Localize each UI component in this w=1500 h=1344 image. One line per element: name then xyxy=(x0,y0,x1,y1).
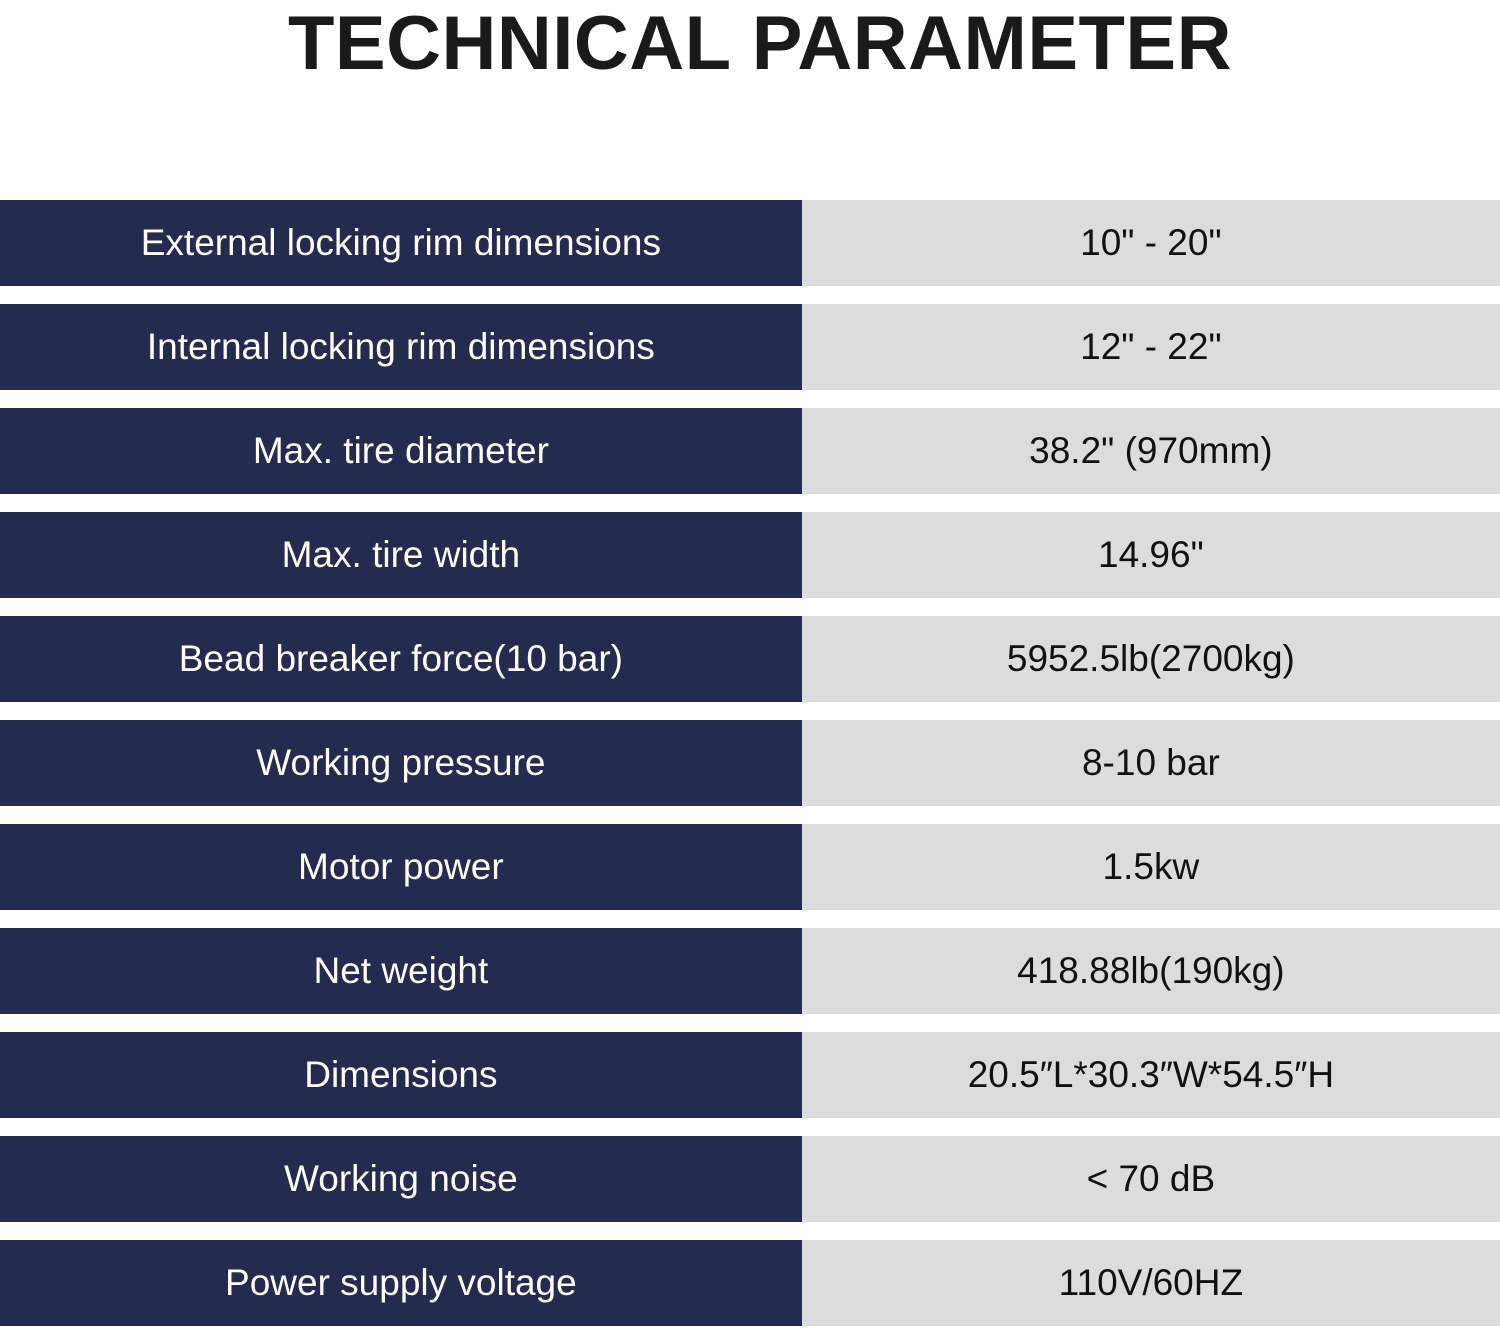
spec-value: < 70 dB xyxy=(802,1136,1500,1222)
spec-label: Dimensions xyxy=(0,1032,802,1118)
table-row xyxy=(0,720,1500,806)
spec-value: 10" - 20" xyxy=(802,200,1500,286)
spec-value: 110V/60HZ xyxy=(802,1240,1500,1326)
specification-table xyxy=(0,182,1500,1344)
spec-label: Max. tire diameter xyxy=(0,408,802,494)
spec-label: Bead breaker force(10 bar) xyxy=(0,616,802,702)
page-title: TECHNICAL PARAMETER xyxy=(287,1,1233,86)
spec-label: Max. tire width xyxy=(0,512,802,598)
table-row xyxy=(0,1032,1500,1118)
spec-value: 20.5″L*30.3″W*54.5″H xyxy=(802,1032,1500,1118)
table-row xyxy=(0,408,1500,494)
spec-label: Motor power xyxy=(0,824,802,910)
spec-value: 8-10 bar xyxy=(802,720,1500,806)
table-row xyxy=(0,1240,1500,1326)
spec-label: Working pressure xyxy=(0,720,802,806)
spec-value: 14.96" xyxy=(802,512,1500,598)
spec-label: Power supply voltage xyxy=(0,1240,802,1326)
spec-label: External locking rim dimensions xyxy=(0,200,802,286)
spec-value: 5952.5lb(2700kg) xyxy=(802,616,1500,702)
table-row xyxy=(0,824,1500,910)
table-row xyxy=(0,616,1500,702)
spec-label: Working noise xyxy=(0,1136,802,1222)
table-row xyxy=(0,512,1500,598)
spec-value: 418.88lb(190kg) xyxy=(802,928,1500,1014)
spec-label: Net weight xyxy=(0,928,802,1014)
spec-value: 38.2" (970mm) xyxy=(802,408,1500,494)
spec-value: 1.5kw xyxy=(802,824,1500,910)
table-row xyxy=(0,1136,1500,1222)
table-row xyxy=(0,200,1500,286)
table-row xyxy=(0,928,1500,1014)
spec-label: Internal locking rim dimensions xyxy=(0,304,802,390)
spec-value: 12" - 22" xyxy=(802,304,1500,390)
table-row xyxy=(0,304,1500,390)
